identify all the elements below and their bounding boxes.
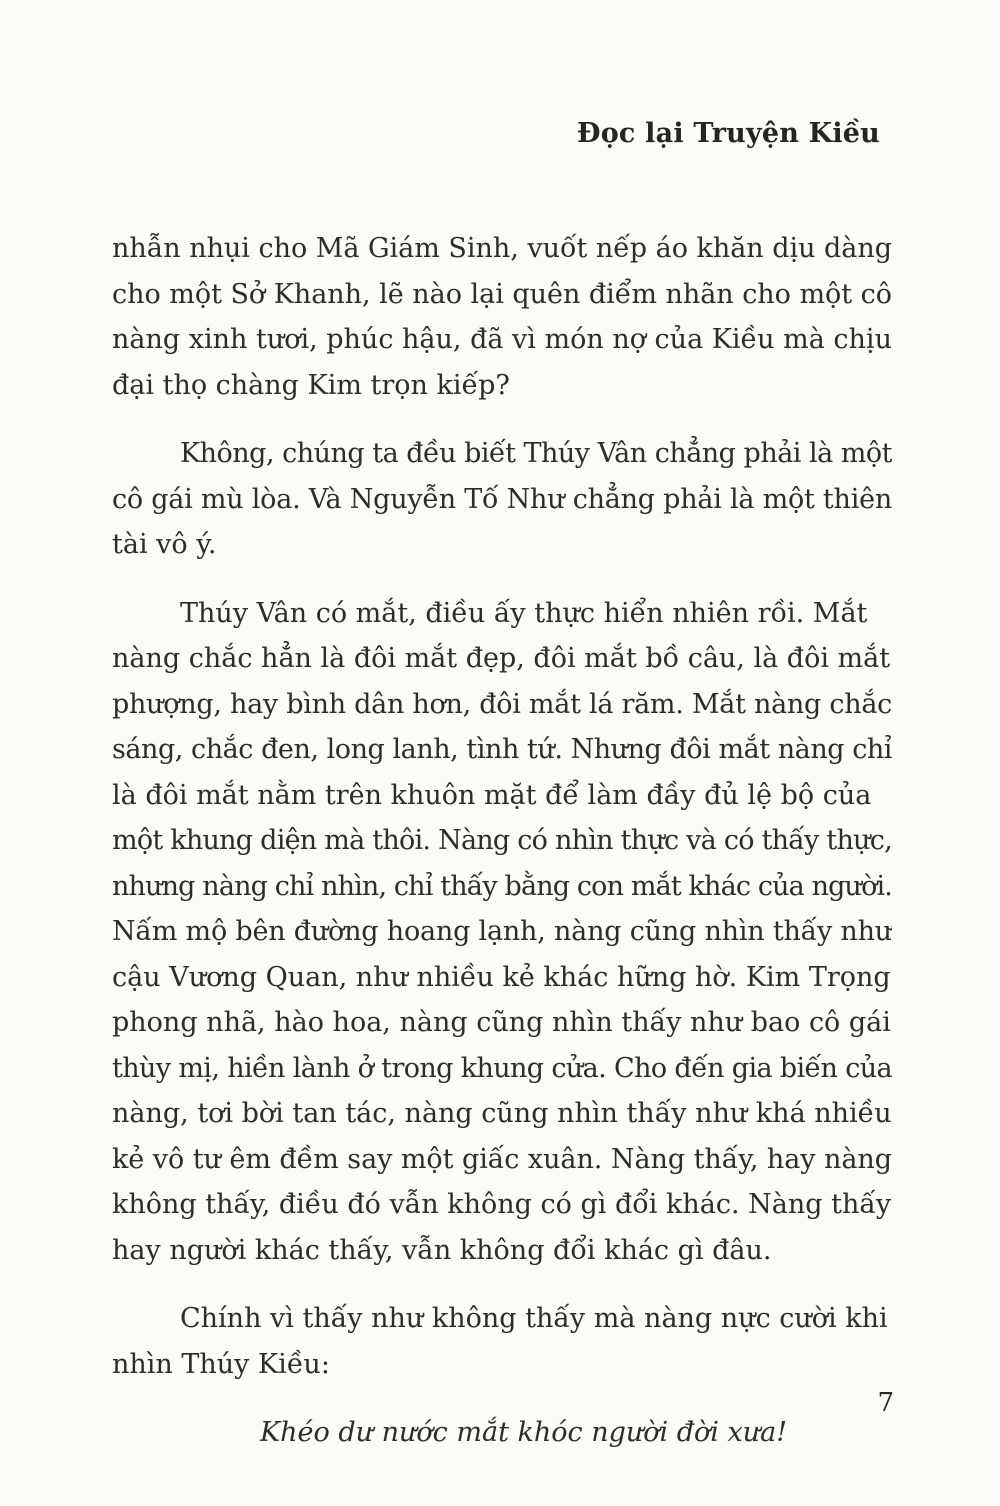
text-line: đại thọ chàng Kim trọn kiếp?: [112, 369, 510, 401]
text-line: Chính vì thấy như không thấy mà nàng nực cười khi: [180, 1303, 888, 1334]
body-text: [112, 226, 892, 1456]
text-line: nàng, tơi bời tan tác, nàng cũng nhìn thấy như khá nhiều: [112, 1098, 892, 1129]
paragraph: [112, 431, 892, 568]
paragraph: [112, 591, 892, 1274]
text-line: thùy mị, hiền lành ở trong khung cửa. Cho đến gia biến của: [112, 1052, 892, 1084]
text-line: Nấm mộ bên đường hoang lạnh, nàng cũng nhìn thấy như: [112, 916, 892, 947]
text-line: cho một Sở Khanh, lẽ nào lại quên điểm nhãn cho một cô: [112, 278, 892, 310]
text-line: phượng, hay bình dân hơn, đôi mắt lá răm. Mắt nàng chắc: [112, 688, 892, 720]
paragraph: [112, 1296, 892, 1387]
text-line: tài vô ý.: [112, 529, 217, 560]
text-line: Thúy Vân có mắt, điều ấy thực hiển nhiên rồi. Mắt: [180, 597, 868, 629]
paragraph: [112, 226, 892, 408]
text-line: nàng xinh tươi, phúc hậu, đã vì món nợ của Kiều mà chịu: [112, 324, 892, 355]
text-line: một khung diện mà thôi. Nàng có nhìn thực và có thấy thực,: [112, 825, 892, 856]
text-line: nhìn Thúy Kiều:: [112, 1348, 330, 1380]
text-line: là đôi mắt nằm trên khuôn mặt để làm đầy đủ lệ bộ của: [112, 779, 872, 811]
text-line: Không, chúng ta đều biết Thúy Vân chẳng phải là một: [180, 438, 892, 469]
text-line: hay người khác thấy, vẫn không đổi khác gì đâu.: [112, 1234, 772, 1266]
verse-quote: Khéo dư nước mắt khóc người đời xưa!: [260, 1417, 788, 1448]
running-header-title: Đọc lại Truyện Kiều: [576, 118, 880, 149]
text-line: sáng, chắc đen, long lanh, tình tứ. Nhưng đôi mắt nàng chỉ: [112, 734, 892, 765]
text-line: cậu Vương Quan, như nhiều kẻ khác hững hờ. Kim Trọng: [112, 961, 891, 993]
text-line: cô gái mù lòa. Và Nguyễn Tố Như chẳng phải là một thiên: [112, 483, 892, 515]
text-line: nàng chắc hẳn là đôi mắt đẹp, đôi mắt bồ câu, là đôi mắt: [112, 643, 891, 674]
text-line: kẻ vô tư êm đềm say một giấc xuân. Nàng thấy, hay nàng: [112, 1143, 892, 1175]
text-line: nhẫn nhụi cho Mã Giám Sinh, vuốt nếp áo khăn dịu dàng: [112, 233, 892, 264]
text-line: phong nhã, hào hoa, nàng cũng nhìn thấy như bao cô gái: [112, 1007, 891, 1038]
text-line: nhưng nàng chỉ nhìn, chỉ thấy bằng con mắt khác của người.: [112, 870, 892, 902]
text-line: không thấy, điều đó vẫn không có gì đổi khác. Nàng thấy: [112, 1189, 892, 1220]
page-number: 7: [877, 1388, 894, 1418]
